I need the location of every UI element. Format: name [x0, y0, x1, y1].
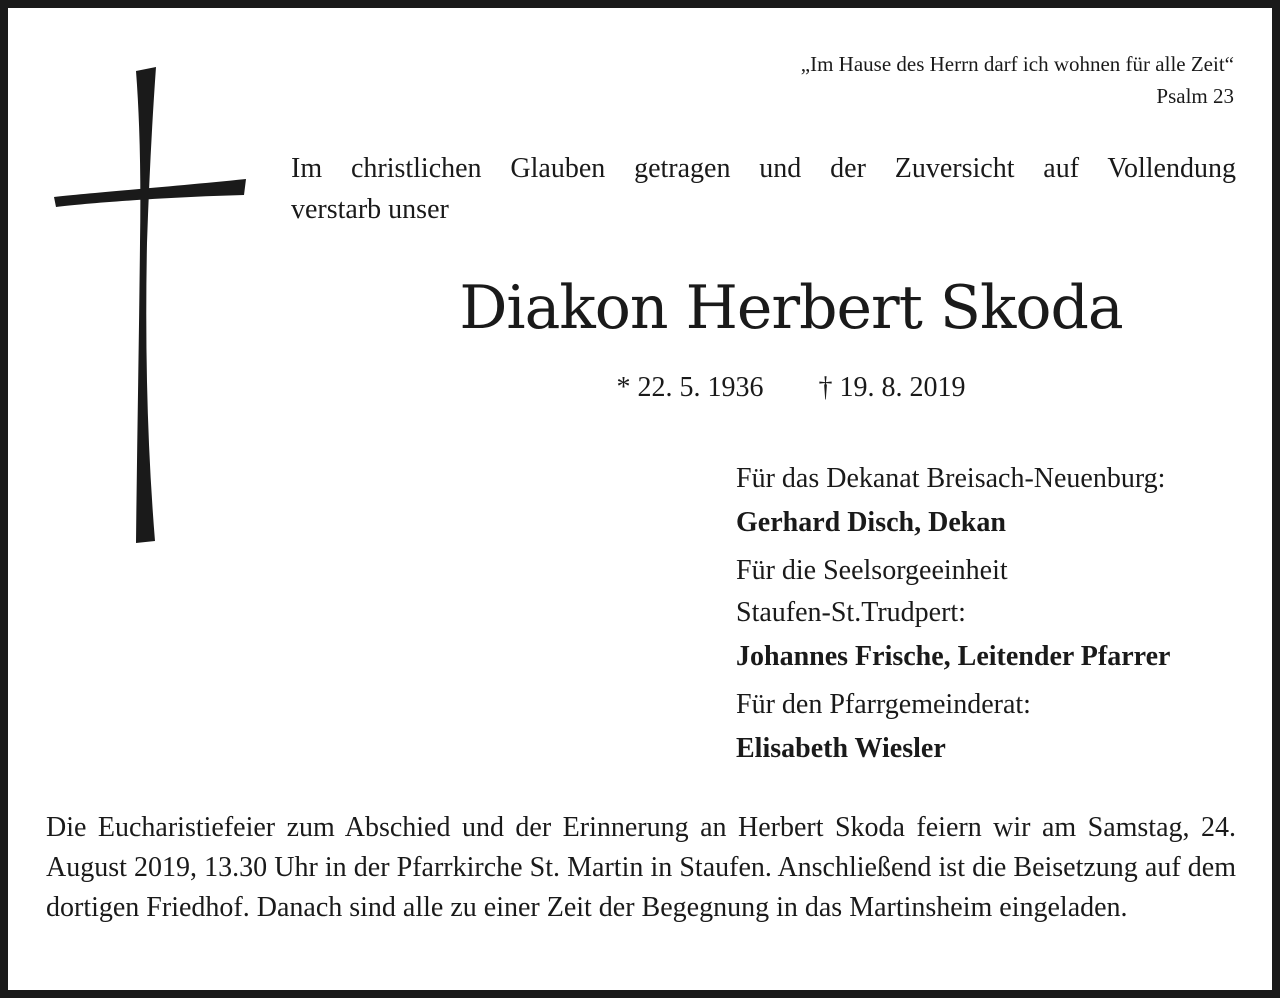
intro-line-2: verstarb unser: [291, 194, 449, 225]
signer-group: [736, 550, 1256, 680]
signer-label: Für das Dekanat Breisach-Neuenburg:: [736, 463, 1166, 494]
birth-date: * 22. 5. 1936: [616, 372, 764, 403]
life-dates: [291, 368, 1280, 408]
signer-group: [736, 684, 1256, 772]
deceased-name: Diakon Herbert Skoda: [459, 273, 1123, 343]
signer-group: [736, 458, 1256, 546]
intro-line-1: Im christlichen Glauben getragen und der Zuversicht auf Vollendung: [291, 153, 1236, 184]
signer-name: Johannes Frische, Leitender Pfarrer: [736, 641, 1171, 672]
cross-icon: [48, 63, 253, 548]
psalm-quote-text: „Im Hause des Herrn darf ich wohnen für alle Zeit“: [800, 52, 1234, 76]
signer-name: Elisabeth Wiesler: [736, 733, 946, 764]
signer-label: Staufen-St.Trudpert:: [736, 597, 966, 628]
signer-name: Gerhard Disch, Dekan: [736, 507, 1006, 538]
intro-text: [291, 148, 1236, 230]
signer-label: Für den Pfarrgemeinderat:: [736, 689, 1031, 720]
service-announcement: Die Eucharistiefeier zum Abschied und der Erinnerung an Herbert Skoda feiern wir am Samstag, 24. August 2019, 13.30 Uhr in der Pfarrkirche St. Martin in Staufen. Anschließend ist die Beisetzung auf dem dortigen Friedhof. Danach sind alle zu einer Zeit der Begegnung in das Martinsheim eingeladen.: [46, 812, 1236, 923]
signer-label: Für die Seelsorgeeinheit: [736, 555, 1008, 586]
psalm-quote: [534, 48, 1234, 112]
signers-list: [736, 458, 1256, 776]
death-date: † 19. 8. 2019: [818, 372, 966, 403]
psalm-quote-source: Psalm 23: [1156, 84, 1234, 108]
